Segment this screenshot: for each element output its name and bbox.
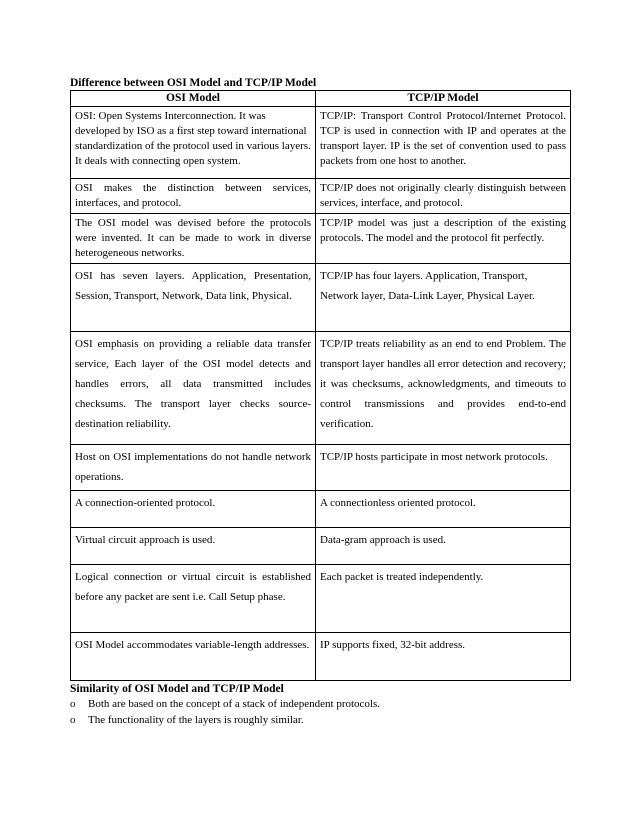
list-item-text: Both are based on the concept of a stack of independent protocols. (88, 698, 381, 710)
table-row (71, 107, 571, 179)
table-row (71, 491, 571, 528)
similarity-heading: Similarity of OSI Model and TCP/IP Model (70, 683, 284, 695)
tcpip-cell: A connectionless oriented protocol. (316, 491, 571, 528)
table-row (71, 264, 571, 332)
list-item (70, 712, 570, 728)
comparison-table (70, 90, 571, 681)
osi-cell: OSI makes the distinction between services, interfaces, and protocol. (71, 179, 316, 214)
header-osi-model: OSI Model (71, 91, 316, 107)
osi-cell: Virtual circuit approach is used. (71, 528, 316, 565)
table-row (71, 445, 571, 491)
document-page (70, 76, 570, 728)
table-row (71, 528, 571, 565)
tcpip-cell: TCP/IP hosts participate in most network protocols. (316, 445, 571, 491)
osi-cell: OSI has seven layers. Application, Presentation, Session, Transport, Network, Data link, Physical. (71, 264, 316, 332)
bullet-marker: o (70, 714, 76, 726)
bullet-marker: o (70, 698, 76, 710)
list-item-text: The functionality of the layers is roughly similar. (88, 714, 304, 726)
table-row (71, 214, 571, 264)
tcpip-cell: TCP/IP: Transport Control Protocol/Internet Protocol. TCP is used in connection with IP and operates at the transport layer. IP is the set of convention used to pass packets from one host to another. (316, 107, 571, 179)
tcpip-cell: Data-gram approach is used. (316, 528, 571, 565)
osi-cell: The OSI model was devised before the protocols were invented. It can be made to work in diverse heterogeneous networks. (71, 214, 316, 264)
table-header-row (71, 91, 571, 107)
tcpip-cell: TCP/IP model was just a description of the existing protocols. The model and the protocol fit perfectly. (316, 214, 571, 264)
similarity-list (70, 696, 570, 728)
table-row (71, 565, 571, 633)
table-row (71, 633, 571, 681)
osi-cell: OSI emphasis on providing a reliable data transfer service, Each layer of the OSI model detects and handles errors, all data transmitted includes checksums. The transport layer checks source-destination reliability. (71, 332, 316, 445)
osi-cell: OSI Model accommodates variable-length addresses. (71, 633, 316, 681)
tcpip-cell: TCP/IP does not originally clearly distinguish between services, interface, and protocol. (316, 179, 571, 214)
tcpip-cell: TCP/IP treats reliability as an end to end Problem. The transport layer handles all error detection and recovery; it was checksums, acknowledgments, and timeouts to control transmissions and provides end-to-end verification. (316, 332, 571, 445)
header-tcpip-model: TCP/IP Model (316, 91, 571, 107)
list-item (70, 696, 570, 712)
table-row (71, 332, 571, 445)
table-row (71, 179, 571, 214)
tcpip-cell: IP supports fixed, 32-bit address. (316, 633, 571, 681)
osi-cell: OSI: Open Systems Interconnection. It was developed by ISO as a first step toward international standardization of the protocol used in various layers. It deals with connecting open system. (71, 107, 316, 179)
osi-cell: Host on OSI implementations do not handle network operations. (71, 445, 316, 491)
osi-cell: A connection-oriented protocol. (71, 491, 316, 528)
tcpip-cell: Each packet is treated independently. (316, 565, 571, 633)
tcpip-cell: TCP/IP has four layers. Application, Transport, Network layer, Data-Link Layer, Physical Layer. (316, 264, 571, 332)
osi-cell: Logical connection or virtual circuit is established before any packet are sent i.e. Call Setup phase. (71, 565, 316, 633)
document-title: Difference between OSI Model and TCP/IP Model (70, 77, 317, 89)
